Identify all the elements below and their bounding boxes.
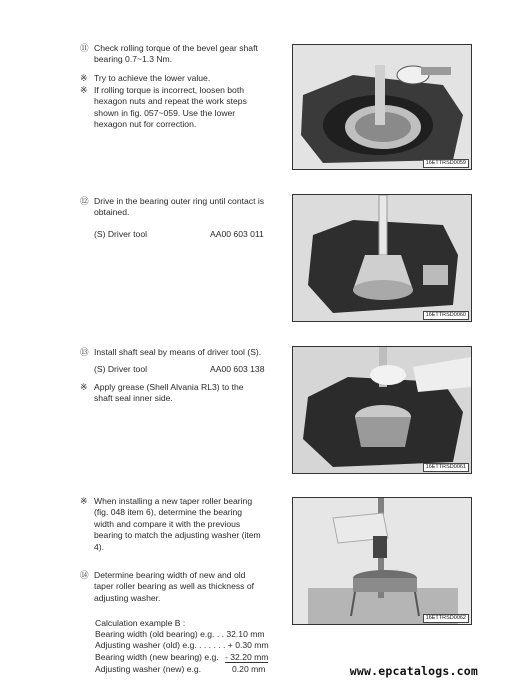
note-symbol: ※ bbox=[80, 73, 88, 83]
note-symbol: ※ bbox=[80, 496, 88, 506]
note-text-line: shown in fig. 057~059. Use the lower bbox=[94, 107, 236, 118]
calc-label: Adjusting washer (new) e.g. bbox=[95, 664, 202, 674]
note-text-line: 4). bbox=[94, 541, 105, 552]
step-13 bbox=[80, 347, 290, 358]
step-text-line: Drive in the bearing outer ring until contact is bbox=[94, 196, 265, 206]
note-14 bbox=[80, 496, 290, 553]
figure-label: 16ETTRSD0059 bbox=[423, 159, 469, 168]
note-text-line: hexagon nuts and repeat the work steps bbox=[94, 96, 247, 107]
note-symbol: ※ bbox=[80, 382, 88, 392]
step-text-line: adjusting washer. bbox=[94, 592, 161, 603]
note-13 bbox=[80, 382, 290, 405]
figure-14-photo bbox=[292, 497, 472, 625]
tool-code: AA00 603 011 bbox=[210, 229, 264, 239]
step-text-line: Install shaft seal by means of driver tool (S). bbox=[94, 347, 262, 357]
note-text-line: bearing to match the adjusting washer (item bbox=[94, 530, 261, 541]
note-text-line: width and compare it with the previous bbox=[94, 518, 241, 529]
note-11a bbox=[80, 73, 280, 84]
note-text-line: When installing a new taper roller bearing bbox=[94, 496, 253, 506]
step-text-line: obtained. bbox=[94, 207, 130, 218]
calc-title: Calculation example B : bbox=[95, 618, 186, 628]
figure-11-photo bbox=[292, 44, 472, 170]
figure-13-photo bbox=[292, 346, 472, 474]
note-text-line: (fig. 048 item 6), determine the bearing bbox=[94, 507, 243, 518]
calc-row-3 bbox=[95, 652, 219, 663]
step-number: ⑭ bbox=[80, 570, 89, 580]
note-symbol: ※ bbox=[80, 85, 88, 95]
step-number: ⑫ bbox=[80, 196, 89, 206]
step-text-line: bearing 0.7~1.3 Nm. bbox=[94, 54, 173, 65]
figure-12-photo bbox=[292, 194, 472, 322]
note-text-line: shaft seal inner side. bbox=[94, 393, 173, 404]
note-text-line: hexagon nut for correction. bbox=[94, 119, 197, 130]
figure-label: 16ETTRSD0062 bbox=[423, 614, 469, 623]
calc-value-4: 0.20 mm bbox=[232, 664, 266, 674]
step-11 bbox=[80, 43, 280, 66]
step-number: ⑬ bbox=[80, 347, 89, 357]
calc-label: Bearing width (new bearing) e.g. bbox=[95, 652, 219, 662]
note-text: Try to achieve the lower value. bbox=[94, 73, 211, 83]
step-12 bbox=[80, 196, 290, 219]
step-number: ⑪ bbox=[80, 43, 89, 53]
figure-label: 16ETTRSD0061 bbox=[423, 463, 469, 472]
step-text-line: Determine bearing width of new and old bbox=[94, 570, 246, 580]
note-text-line: Apply grease (Shell Alvania RL3) to the bbox=[94, 382, 244, 392]
step-text-line: Check rolling torque of the bevel gear shaft bbox=[94, 43, 258, 53]
note-11b bbox=[80, 85, 290, 131]
figure-label: 16ETTRSD0060 bbox=[423, 311, 469, 320]
calc-row-1: Bearing width (old bearing) e.g. . . 32.10 mm bbox=[95, 629, 265, 639]
tool-13 bbox=[94, 364, 284, 375]
tool-name: (S) Driver tool bbox=[94, 229, 148, 239]
step-text-line: taper roller bearing as well as thickness of bbox=[94, 581, 255, 592]
calc-row-4 bbox=[95, 664, 201, 675]
calc-row-2: Adjusting washer (old) e.g. . . . . . . + 0.30 mm bbox=[95, 640, 269, 650]
tool-code: AA00 603 138 bbox=[210, 364, 265, 374]
step-14 bbox=[80, 570, 290, 604]
watermark: www.epcatalogs.com bbox=[349, 664, 478, 678]
tool-12 bbox=[94, 229, 284, 240]
tool-name: (S) Driver tool bbox=[94, 364, 148, 374]
calc-value-3: - 32.20 mm bbox=[225, 652, 269, 662]
note-text-line: If rolling torque is incorrect, loosen both bbox=[94, 85, 244, 95]
